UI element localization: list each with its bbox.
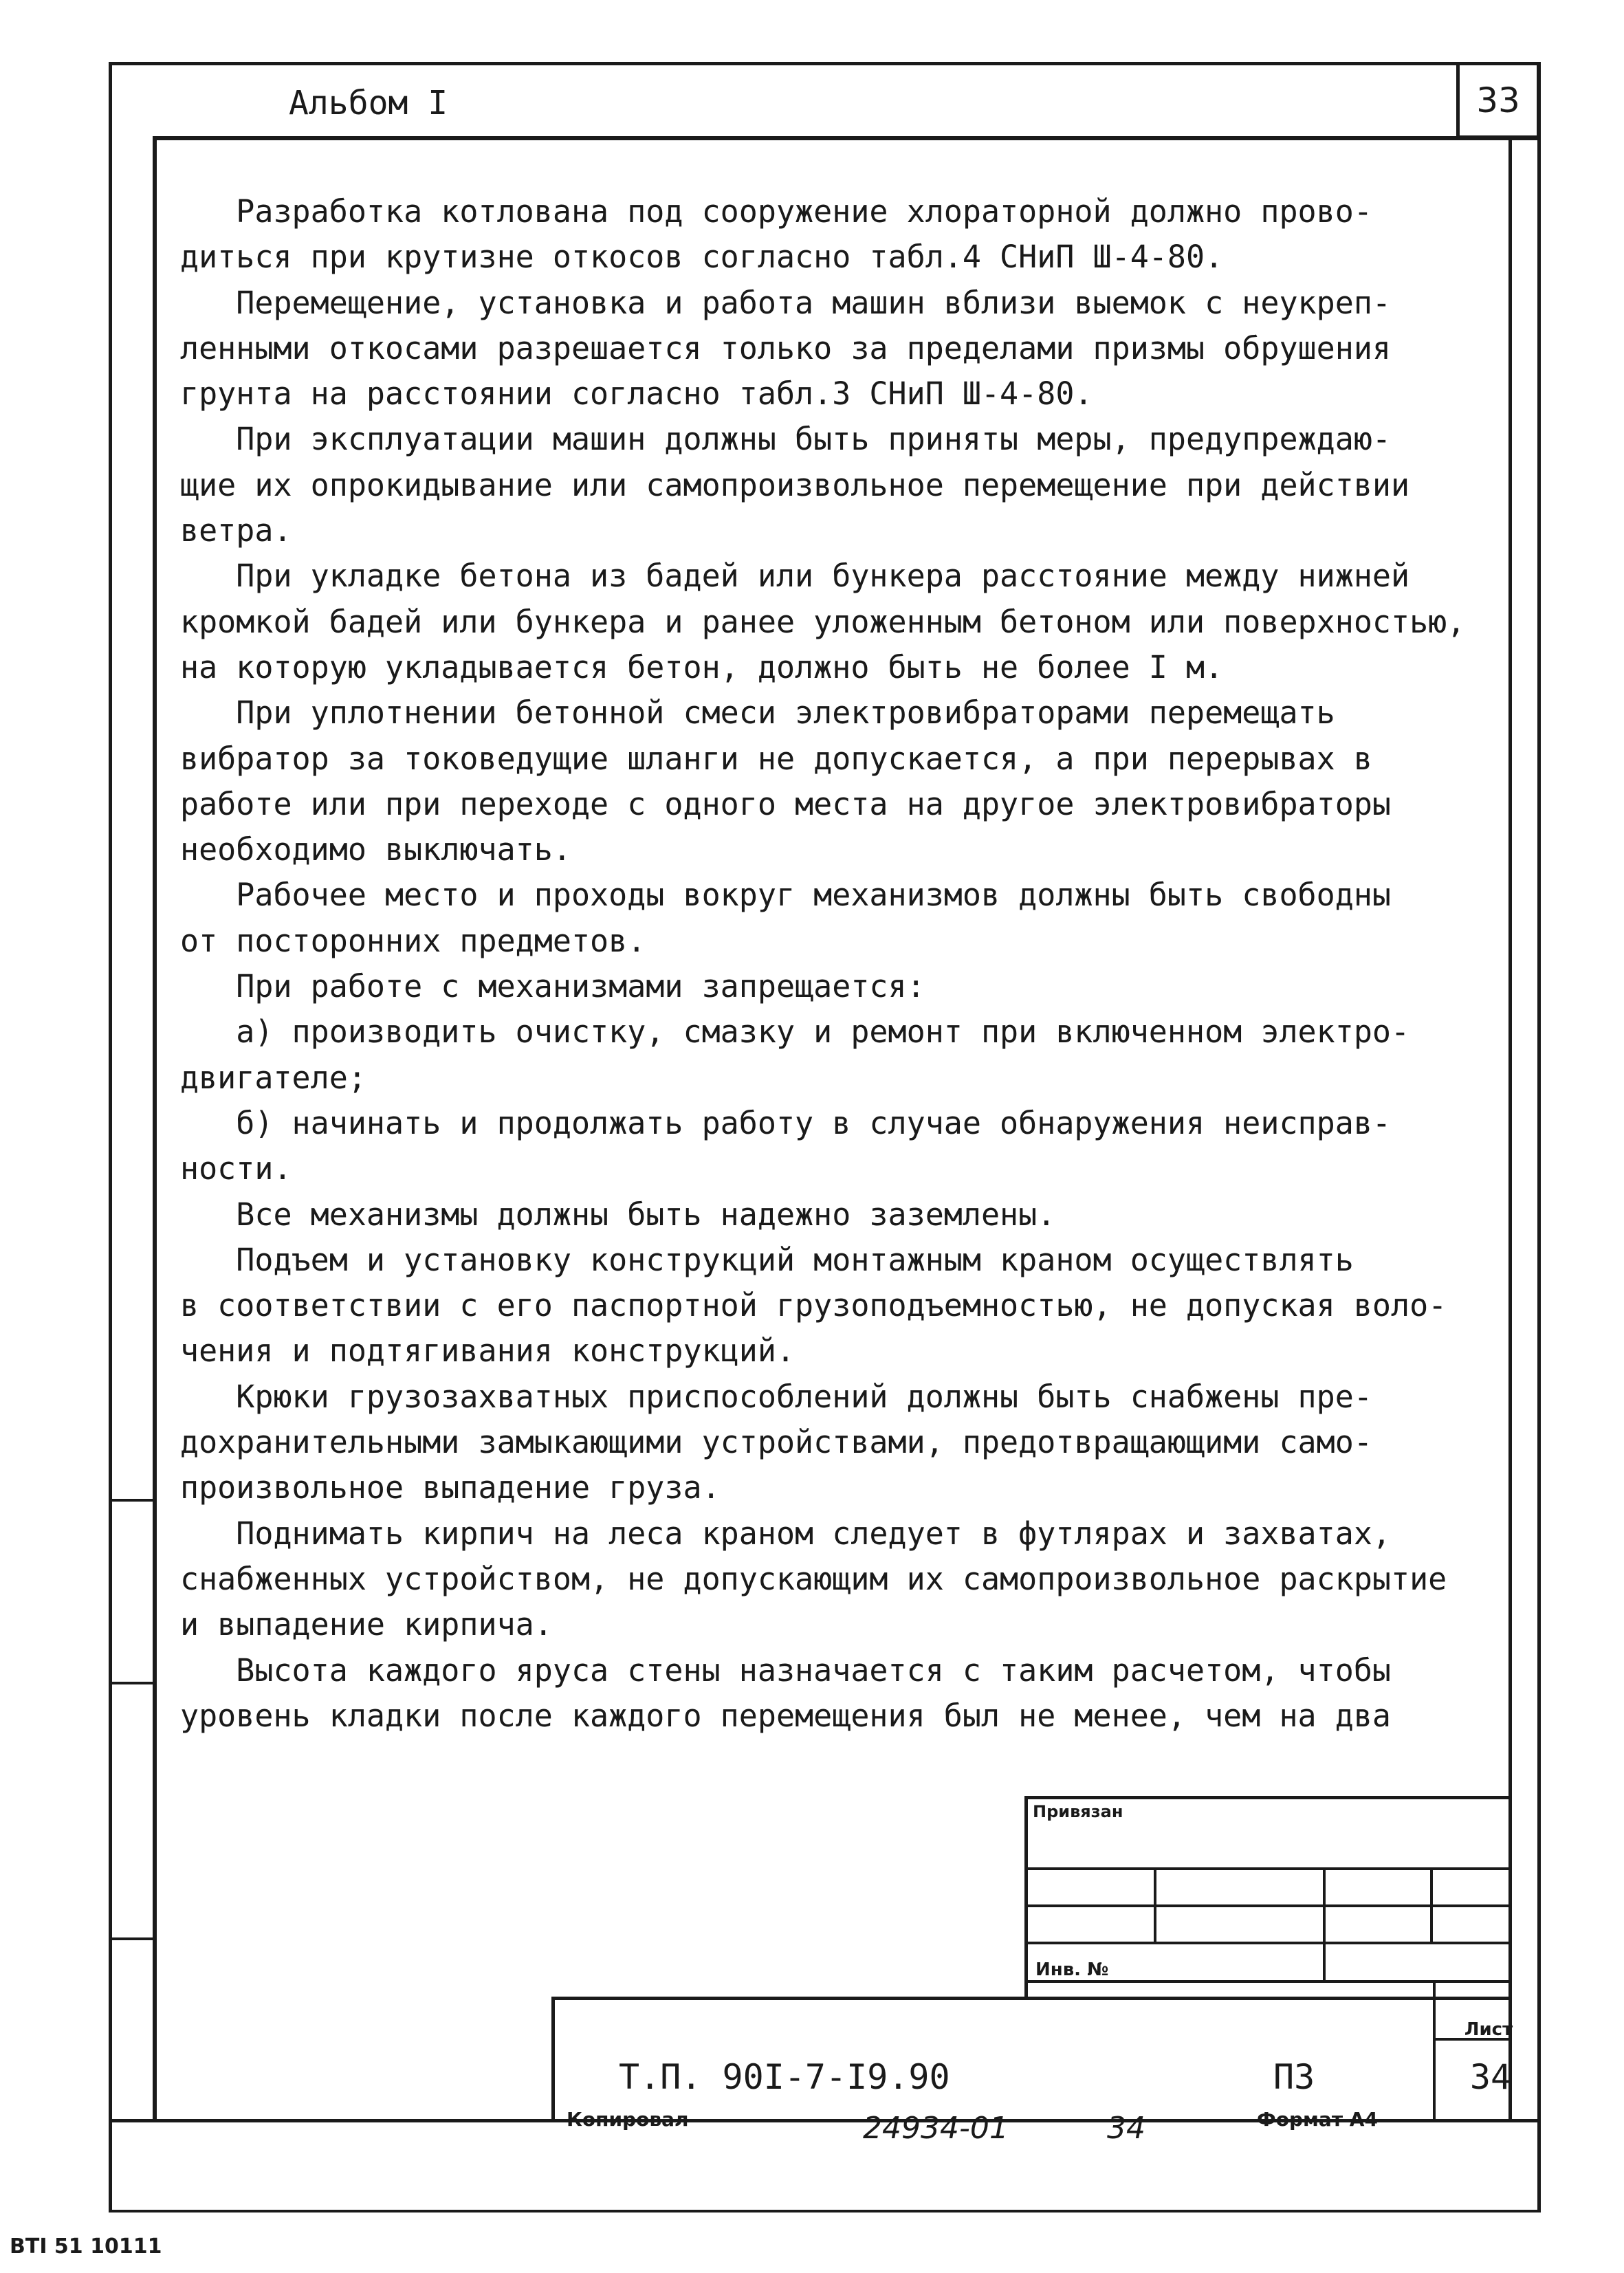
stamp-top	[1024, 1796, 1511, 1799]
stamp-row-4	[1024, 1980, 1511, 1983]
text-line: вибратор за токоведущие шланги не допускается, а при перерывах в	[180, 740, 1372, 777]
stamp-col-2	[1323, 1867, 1326, 1983]
footer-sheet-ref: 34	[1107, 2111, 1145, 2146]
outer-frame-top	[109, 62, 1540, 65]
text-line: в соответствии с его паспортной грузоподъемностью, не допуская воло-	[180, 1287, 1447, 1324]
text-line: двигателе;	[180, 1059, 366, 1096]
printer-mark: ВТI 51 10111	[10, 2234, 162, 2259]
text-line: необходимо выключать.	[180, 831, 571, 868]
format-label: Формат А4	[1257, 2108, 1378, 2131]
copied-label: Копировал	[567, 2108, 689, 2131]
text-line: Поднимать кирпич на леса краном следует в футлярах и захватах,	[180, 1515, 1391, 1552]
text-line: Подъем и установку конструкций монтажным краном осуществлять	[180, 1241, 1354, 1278]
text-line: чения и подтягивания конструкций.	[180, 1332, 795, 1370]
text-line: кромкой бадей или бункера и ранее уложенным бетоном или поверхностью,	[180, 603, 1466, 640]
margin-mark	[109, 1937, 154, 1940]
text-line: При укладке бетона из бадей или бункера расстояние между нижней	[180, 558, 1410, 595]
text-line: Крюки грузозахватных приспособлений должны быть снабжены пре-	[180, 1378, 1372, 1415]
inner-frame-right	[1508, 136, 1512, 2122]
text-line: При работе с механизмами запрещается:	[180, 968, 925, 1005]
text-line: Перемещение, установка и работа машин вблизи выемок с неукреп-	[180, 284, 1391, 321]
text-line: щие их опрокидывание или самопроизвольное перемещение при действии	[180, 466, 1410, 503]
text-line: ветра.	[180, 512, 292, 549]
text-line: снабженных устройством, не допускающим их самопроизвольное раскрытие	[180, 1560, 1447, 1597]
text-line: от посторонних предметов.	[180, 922, 646, 959]
text-line: работе или при переходе с одного места на другое электровибраторы	[180, 785, 1391, 822]
text-line: б) начинать и продолжать работу в случае обнаружения неисправ-	[180, 1104, 1391, 1141]
text-line: диться при крутизне откосов согласно табл.4 СНиП Ш-4-80.	[180, 239, 1224, 276]
sheet-label: Лист	[1464, 2019, 1513, 2040]
album-title: Альбом I	[289, 84, 448, 122]
margin-mark	[109, 1499, 154, 1502]
stamp-row-3	[1024, 1942, 1511, 1944]
text-line: Разработка котлована под сооружение хлораторной должно прово-	[180, 193, 1372, 230]
stamp-row-1	[1024, 1867, 1511, 1870]
text-line: Высота каждого яруса стены назначается с таким расчетом, чтобы	[180, 1651, 1391, 1689]
inner-frame-left	[153, 136, 157, 2122]
section-code: ПЗ	[1273, 2057, 1315, 2097]
text-line: При эксплуатации машин должны быть приняты меры, предупреждаю-	[180, 421, 1391, 458]
sheet-cell-left	[1433, 1980, 1436, 2122]
document-code: Т.П. 90I-7-I9.90	[619, 2057, 950, 2097]
page-number-box	[1456, 62, 1540, 139]
text-line: а) производить очистку, смазку и ремонт при включенном электро-	[180, 1013, 1410, 1051]
stamp-left-upper	[1024, 1796, 1028, 1999]
page-number: 33	[1476, 80, 1520, 120]
inner-frame-top	[153, 136, 1540, 140]
privyazan-label: Привязан	[1033, 1802, 1123, 1821]
stamp-col-3	[1430, 1867, 1433, 1944]
outer-frame-right	[1537, 62, 1541, 2212]
stamp-row-2	[1024, 1904, 1511, 1907]
text-line: уровень кладки после каждого перемещения был не менее, чем на два	[180, 1697, 1391, 1734]
text-line: произвольное выпадение груза.	[180, 1469, 721, 1506]
main-stamp-top	[551, 1997, 1511, 2000]
text-line: дохранительными замыкающими устройствами, предотвращающими само-	[180, 1424, 1372, 1461]
text-line: Рабочее место и проходы вокруг механизмов должны быть свободны	[180, 877, 1391, 914]
sheet-number: 34	[1469, 2057, 1512, 2097]
inventory-number-label: Инв. №	[1035, 1959, 1109, 1980]
body-text	[180, 189, 1500, 1739]
text-line: грунта на расстоянии согласно табл.3 СНиП Ш-4-80.	[180, 375, 1093, 413]
text-line: ности.	[180, 1150, 292, 1187]
main-stamp-left	[551, 1997, 555, 2122]
text-line: на которую укладывается бетон, должно быть не более I м.	[180, 648, 1224, 685]
outer-frame-bottom	[109, 2210, 1540, 2212]
text-line: ленными откосами разрешается только за пределами призмы обрушения	[180, 329, 1391, 366]
text-line: Все механизмы должны быть надежно заземлены.	[180, 1196, 1056, 1233]
stamp-col-1	[1154, 1867, 1156, 1944]
outer-frame-left	[109, 62, 112, 2212]
order-number: 24934-01	[863, 2111, 1009, 2146]
text-line: При уплотнении бетонной смеси электровибраторами перемещать	[180, 694, 1335, 732]
margin-mark	[109, 1682, 154, 1684]
text-line: и выпадение кирпича.	[180, 1606, 553, 1643]
